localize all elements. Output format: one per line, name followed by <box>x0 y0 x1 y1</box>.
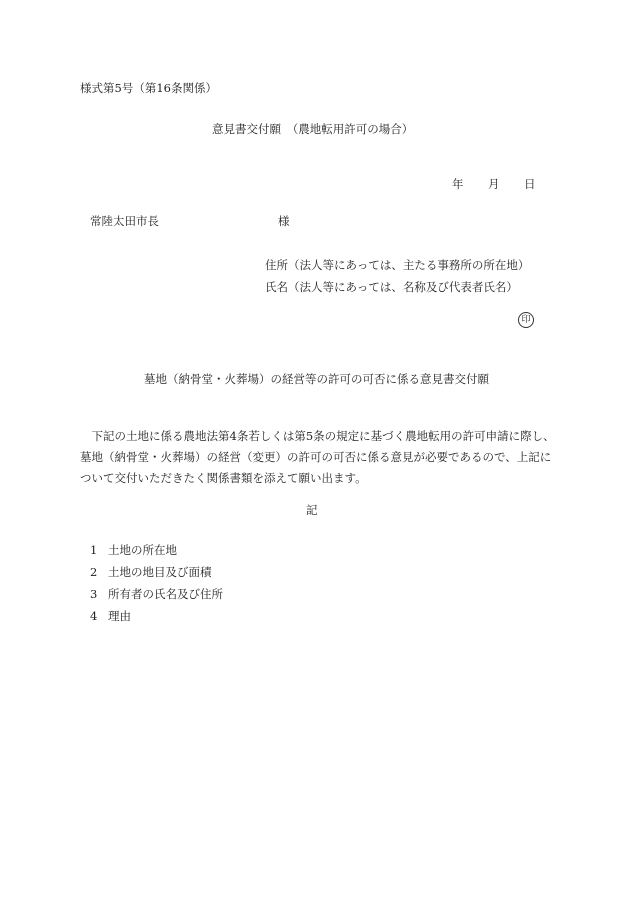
list-item <box>90 583 223 605</box>
item-list <box>90 539 223 627</box>
list-item <box>90 561 223 583</box>
item-label: 理由 <box>108 609 131 623</box>
item-number: 1 <box>90 543 98 557</box>
applicant-name-label: 氏名（法人等にあっては、名称及び代表者氏名） <box>265 280 518 294</box>
date-day-label: 日 <box>524 177 536 191</box>
main-title: 墓地（納骨堂・火葬場）の経営等の許可の可否に係る意見書交付願 <box>144 372 489 386</box>
list-item <box>90 539 223 561</box>
body-paragraph: 下記の土地に係る農地法第4条若しくは第5条の規定に基づく農地転用の許可申請に際し、墓地（納骨堂・火葬場）の経営（変更）の許可の可否に係る意見が必要であるので、上記について交付いただきたく関係書類を添えて願い出ます。 <box>80 429 555 485</box>
item-label: 土地の地目及び面積 <box>108 565 212 579</box>
date-year-label: 年 <box>452 177 464 191</box>
honorific: 様 <box>278 214 290 228</box>
addressee: 常陸太田市長 <box>90 214 159 228</box>
document-header-title: 意見書交付願 （農地転用許可の場合） <box>212 122 414 136</box>
item-label: 土地の所在地 <box>108 543 177 557</box>
item-number: 3 <box>90 587 98 601</box>
item-label: 所有者の氏名及び住所 <box>108 587 223 601</box>
seal-mark-icon: 印 <box>518 312 534 328</box>
item-number: 4 <box>90 609 98 623</box>
item-number: 2 <box>90 565 98 579</box>
date-month-label: 月 <box>488 177 500 191</box>
section-mark: 記 <box>306 503 318 517</box>
form-number: 様式第5号（第16条関係） <box>80 81 217 95</box>
list-item <box>90 605 223 627</box>
applicant-address-label: 住所（法人等にあっては、主たる事務所の所在地） <box>265 258 530 272</box>
